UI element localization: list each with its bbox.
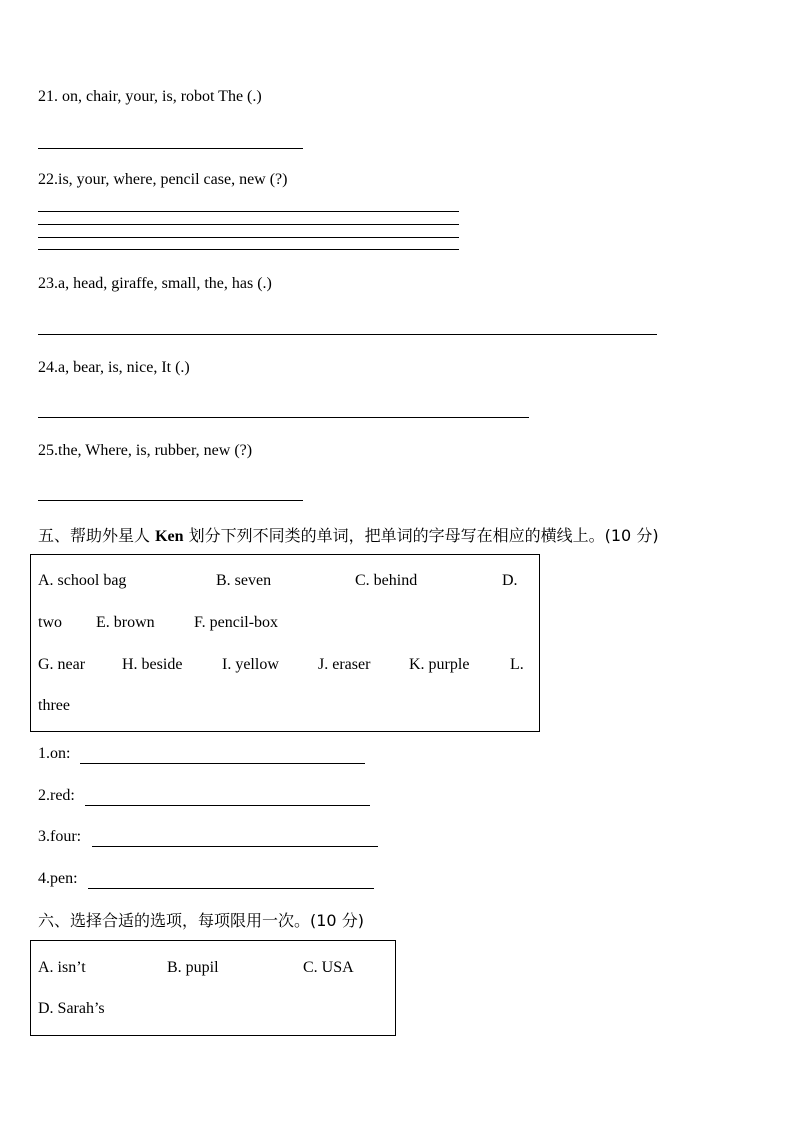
option6-b: B. pupil [167,959,219,976]
option-g: G. near [38,656,86,673]
question-21: 21. on, chair, your, is, robot The (.) [38,88,262,105]
answer-line-21[interactable] [38,148,303,149]
answer-line-24[interactable] [38,417,529,418]
option-l-letter: L. [510,656,524,673]
answer-line-22-1[interactable] [38,211,459,212]
option-j: J. eraser [318,656,371,673]
answer-line-22-3[interactable] [38,237,459,238]
question-23: 23.a, head, giraffe, small, the, has (.) [38,275,272,292]
answer-line-22-4[interactable] [38,249,459,250]
blank-label-red: 2.red: [38,787,75,804]
option6-a: A. isn’t [38,959,86,976]
blank-line-on[interactable] [80,763,365,764]
blank-line-red[interactable] [85,805,370,806]
options-box [30,940,396,1036]
option-k: K. purple [409,656,470,673]
option6-c: C. USA [303,959,354,976]
option-h: H. beside [122,656,183,673]
blank-line-pen[interactable] [88,888,374,889]
blank-label-on: 1.on: [38,745,71,762]
question-25: 25.the, Where, is, rubber, new (?) [38,442,253,459]
option-d-word: two [38,614,62,631]
option-d-letter: D. [502,572,518,589]
answer-line-25[interactable] [38,500,303,501]
blank-label-four: 3.four: [38,828,82,845]
option-a: A. school bag [38,572,127,589]
option-i: I. yellow [222,656,279,673]
question-24: 24.a, bear, is, nice, It (.) [38,359,190,376]
answer-line-23[interactable] [38,334,657,335]
option-b: B. seven [216,572,272,589]
option-e: E. brown [96,614,155,631]
blank-line-four[interactable] [92,846,378,847]
section-6-heading: 六、选择合适的选项，每项限用一次。(10 分) [38,911,364,930]
option-c: C. behind [355,572,418,589]
question-22: 22.is, your, where, pencil case, new (?) [38,171,288,188]
option-l-word: three [38,697,70,714]
answer-line-22-2[interactable] [38,224,459,225]
blank-label-pen: 4.pen: [38,870,78,887]
option-f: F. pencil-box [194,614,279,631]
section-5-heading: 五、帮助外星人 Ken 划分下列不同类的单词，把单词的字母写在相应的横线上。(10 分) [38,526,659,545]
option6-d: D. Sarah’s [38,1000,105,1017]
